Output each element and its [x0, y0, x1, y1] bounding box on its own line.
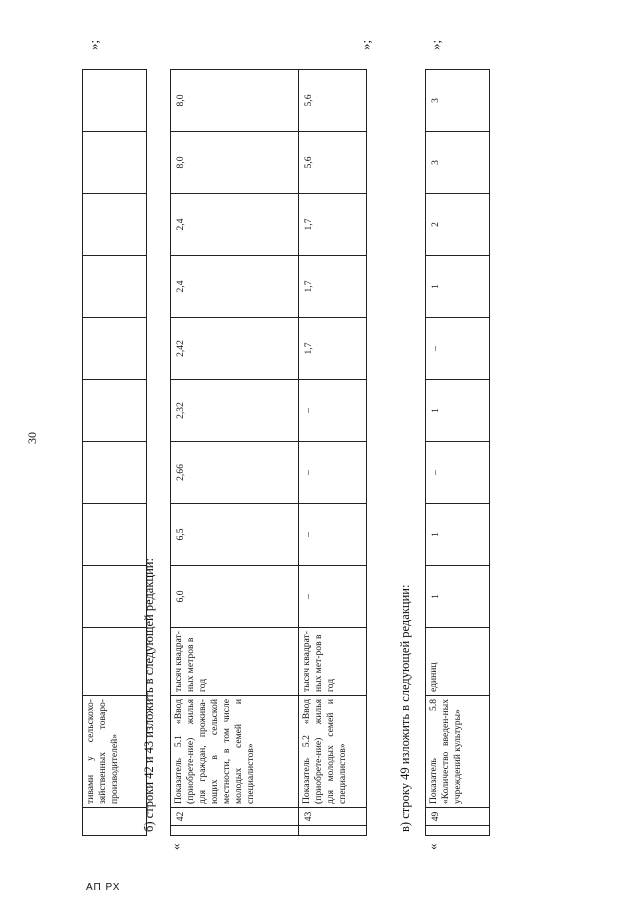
archive-mark: АП РХ: [86, 882, 121, 893]
closing-quote-a: »;: [86, 39, 101, 50]
table-c: [425, 69, 490, 836]
cell-value: 8,0: [171, 131, 299, 193]
page-number: 30: [25, 432, 39, 444]
cell-value: 1: [426, 503, 490, 565]
cell-value: 1,7: [299, 255, 367, 317]
cell-value: 1,7: [299, 193, 367, 255]
cell-value: –: [299, 565, 367, 627]
cell-empty: [83, 131, 147, 193]
cell-value: 6,0: [171, 565, 299, 627]
cell-value: 1,7: [299, 317, 367, 379]
cell-empty: [83, 441, 147, 503]
open-quote-c: «: [425, 843, 440, 850]
cell-marker: [426, 825, 490, 835]
cell-value: 8,0: [171, 69, 299, 131]
cell-value: 2: [426, 193, 490, 255]
cell-empty: [83, 255, 147, 317]
cell-value: 1: [426, 379, 490, 441]
cell-value: 2,4: [171, 193, 299, 255]
open-quote-b: «: [168, 843, 183, 850]
cell-empty: [83, 627, 147, 695]
cell-empty: [83, 193, 147, 255]
cell-blank: [83, 807, 147, 835]
cell-empty: [83, 69, 147, 131]
cell-row-number: 42: [171, 807, 299, 825]
cell-empty: [83, 379, 147, 441]
cell-value: 5,6: [299, 69, 367, 131]
cell-value: 1: [426, 565, 490, 627]
cell-value: –: [426, 317, 490, 379]
cell-value: –: [426, 441, 490, 503]
cell-unit: тысяч квадрат-ных мет-ров в год: [299, 627, 367, 695]
cell-value: 2,4: [171, 255, 299, 317]
cell-value: 2,42: [171, 317, 299, 379]
cell-value: 3: [426, 131, 490, 193]
cell-value: 3: [426, 69, 490, 131]
table-a: [82, 69, 147, 836]
cell-value: 1: [426, 255, 490, 317]
cell-value: 6,5: [171, 503, 299, 565]
table-b: [170, 69, 367, 836]
caption-c: в) строку 49 изложить в следующей редакции:: [398, 584, 412, 832]
cell-value: 2,32: [171, 379, 299, 441]
cell-row-number: 43: [299, 807, 367, 825]
rotated-content: [60, 32, 580, 852]
cell-value: –: [299, 503, 367, 565]
closing-quote-c: »;: [428, 39, 443, 50]
cell-empty: [83, 317, 147, 379]
cell-indicator: Показатель 5.1 «Ввод (приобрете-ние) жилья для граждан, прожива-ющих в сельской местности, в том числе молодых семей и специалистов»: [171, 695, 299, 807]
cell-value: 2,66: [171, 441, 299, 503]
cell-empty: [83, 503, 147, 565]
cell-marker: [171, 825, 299, 835]
cell-value: –: [299, 441, 367, 503]
cell-indicator: Показатель 5.8 «Количество введен-ных учреждений культуры»: [426, 695, 490, 807]
cell-unit: тысяч квадрат-ных метров в год: [171, 627, 299, 695]
cell-unit: единиц: [426, 627, 490, 695]
cell-row-number: 49: [426, 807, 490, 825]
closing-quote-b: »;: [358, 39, 373, 50]
cell-marker: [299, 825, 367, 835]
cell-value: 5,6: [299, 131, 367, 193]
cell-empty: [83, 565, 147, 627]
caption-b: б) строки 42 и 43 изложить в следующей редакции:: [142, 558, 156, 832]
cell-indicator: тивами у сельскохо-зяйственных товаро-производителей»: [83, 695, 147, 807]
cell-indicator: Показатель 5.2 «Ввод (приобрете-ние) жилья для молодых семей и специалистов»: [299, 695, 367, 807]
cell-value: –: [299, 379, 367, 441]
